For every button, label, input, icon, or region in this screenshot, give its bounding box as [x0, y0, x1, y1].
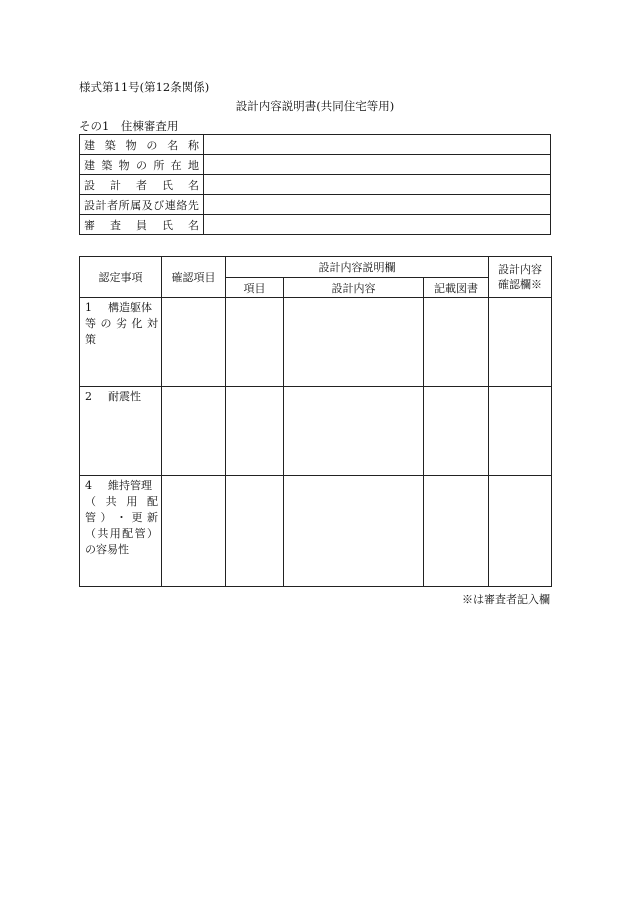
check-item-cell[interactable] [162, 387, 226, 476]
category-number: 4 [85, 479, 92, 492]
label-char: び [153, 198, 165, 212]
category-text: の容易性 [85, 543, 129, 556]
table-row [80, 476, 552, 587]
label-char: 計 [110, 178, 121, 192]
confirm-cell[interactable] [489, 298, 552, 387]
label-char: 審 [84, 218, 95, 232]
info-label-examiner-name [80, 215, 204, 235]
category-line [85, 526, 158, 542]
footnote: ※は審査者記入欄 [462, 593, 550, 606]
label-char: 等 [85, 317, 96, 330]
header-content: 設計内容 [284, 278, 424, 298]
info-table [79, 134, 551, 235]
category-line [85, 494, 158, 510]
label-char: 者 [136, 178, 147, 192]
label-char: 先 [187, 198, 199, 212]
header-confirm-line2: 確認欄※ [498, 278, 542, 291]
content-cell[interactable] [284, 298, 424, 387]
label-char: 計 [95, 198, 107, 212]
document-title: 設計内容説明書(共同住宅等用) [235, 99, 395, 113]
item-cell[interactable] [226, 476, 284, 587]
info-value-building-location[interactable] [204, 155, 551, 175]
label-char: 築 [101, 158, 113, 172]
info-row-designer-name [80, 175, 551, 195]
header-confirm [489, 257, 552, 298]
label-char: 所 [153, 158, 165, 172]
label-char: （ [85, 527, 96, 540]
label-char: の [146, 138, 158, 152]
category-line [85, 316, 158, 332]
header-item: 項目 [226, 278, 284, 298]
label-char: ・ [116, 511, 127, 524]
label-char: 新 [147, 511, 158, 524]
info-label-designer-contact [80, 195, 204, 215]
info-value-designer-contact[interactable] [204, 195, 551, 215]
label-char: 氏 [162, 178, 173, 192]
info-label-designer-name [80, 175, 204, 195]
label-char: 物 [118, 158, 130, 172]
label-char: 在 [170, 158, 182, 172]
content-cell[interactable] [284, 387, 424, 476]
category-line [85, 332, 158, 348]
label-char: 更 [131, 511, 143, 524]
table-row [80, 298, 552, 387]
label-char: 氏 [162, 218, 173, 232]
info-row-examiner-name [80, 215, 551, 235]
category-number: 2 [85, 390, 92, 403]
label-char: 建 [84, 158, 95, 172]
label-char: 用 [109, 527, 121, 540]
section-label: その1 住棟審査用 [79, 119, 179, 133]
label-char: 物 [125, 138, 137, 152]
label-char: 配 [146, 495, 158, 508]
info-row-building-name [80, 135, 551, 155]
check-item-cell[interactable] [162, 476, 226, 587]
label-char: ） [146, 527, 158, 540]
header-design-group: 設計内容説明欄 [226, 257, 489, 278]
label-char: （ [85, 495, 96, 508]
header-confirm-line1: 設計内容 [498, 263, 542, 276]
table-row [80, 387, 552, 476]
category-cell-2 [80, 387, 162, 476]
label-char: の [100, 317, 112, 330]
label-char: 所 [118, 198, 130, 212]
label-char: 者 [107, 198, 119, 212]
drawing-cell[interactable] [424, 387, 489, 476]
info-value-building-name[interactable] [204, 135, 551, 155]
drawing-cell[interactable] [424, 298, 489, 387]
label-char: 管 [85, 511, 96, 524]
category-line [85, 389, 158, 405]
label-char: ） [100, 511, 112, 524]
category-text: 構造躯体 [108, 301, 152, 314]
info-row-designer-contact [80, 195, 551, 215]
category-text: 維持管理 [108, 479, 152, 492]
label-char: 名 [188, 218, 199, 232]
category-text: 耐震性 [108, 390, 141, 403]
header-row-top [80, 257, 552, 278]
label-char: 査 [110, 218, 121, 232]
label-char: 名 [167, 138, 179, 152]
check-item-cell[interactable] [162, 298, 226, 387]
category-line [85, 300, 158, 316]
label-char: 築 [104, 138, 116, 152]
category-line [85, 510, 158, 526]
item-cell[interactable] [226, 387, 284, 476]
category-line [85, 542, 158, 558]
header-drawing: 記載図書 [424, 278, 489, 298]
label-char: 絡 [176, 198, 188, 212]
label-char: 及 [141, 198, 153, 212]
label-char: 員 [136, 218, 147, 232]
label-char: 共 [105, 495, 117, 508]
label-char: 対 [147, 317, 158, 330]
category-cell-4 [80, 476, 162, 587]
category-number: 1 [85, 301, 92, 314]
header-category: 認定事項 [80, 257, 162, 298]
label-char: 共 [97, 527, 109, 540]
confirm-cell[interactable] [489, 476, 552, 587]
label-char: の [135, 158, 147, 172]
label-char: 属 [130, 198, 142, 212]
header-check-item: 確認項目 [162, 257, 226, 298]
info-label-building-name [80, 135, 204, 155]
label-char: 地 [187, 158, 199, 172]
item-cell[interactable] [226, 298, 284, 387]
form-number: 様式第11号(第12条関係) [79, 80, 210, 94]
label-char: 化 [131, 317, 143, 330]
design-content-table [79, 256, 552, 587]
info-row-building-location [80, 155, 551, 175]
info-value-designer-name[interactable] [204, 175, 551, 195]
category-line [85, 478, 158, 494]
info-label-building-location [80, 155, 204, 175]
label-char: 配 [122, 527, 134, 540]
label-char: 建 [84, 138, 95, 152]
label-char: 管 [134, 527, 146, 540]
label-char: 用 [126, 495, 138, 508]
label-char: 連 [164, 198, 176, 212]
label-char: 設 [84, 178, 95, 192]
label-char: 設 [84, 198, 95, 212]
content-cell[interactable] [284, 476, 424, 587]
label-char: 劣 [116, 317, 127, 330]
label-char: 名 [188, 178, 199, 192]
category-text: 策 [85, 333, 96, 346]
label-char: 称 [187, 138, 199, 152]
category-cell-1 [80, 298, 162, 387]
confirm-cell[interactable] [489, 387, 552, 476]
info-value-examiner-name[interactable] [204, 215, 551, 235]
drawing-cell[interactable] [424, 476, 489, 587]
